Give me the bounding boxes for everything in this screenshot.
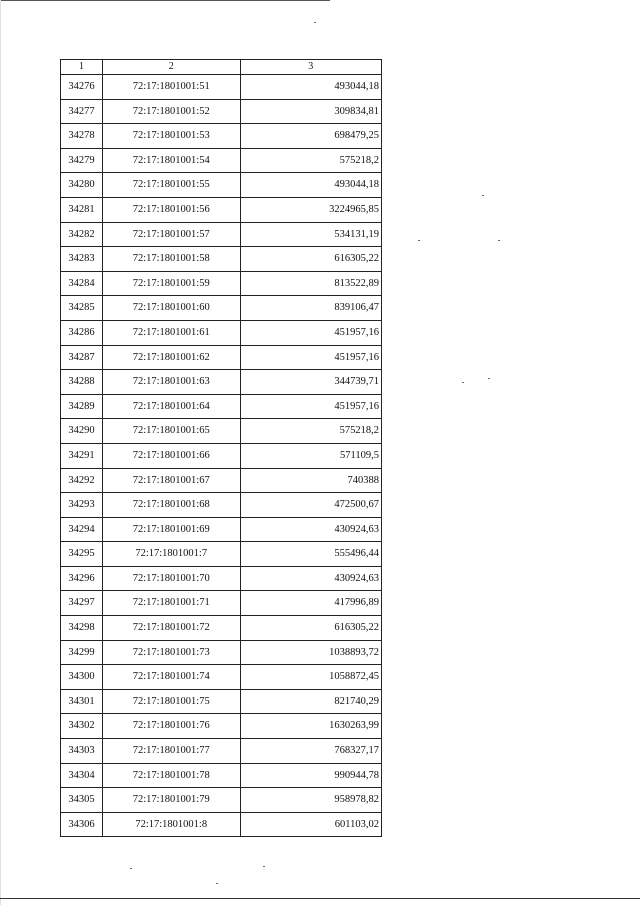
cadastral-value: 740388 bbox=[240, 468, 381, 493]
table-row bbox=[61, 542, 382, 567]
cadastral-value: 990944,78 bbox=[240, 763, 381, 788]
cadastral-value: 1630263,99 bbox=[240, 714, 381, 739]
table-row bbox=[61, 788, 382, 813]
cadastral-number: 72:17:1801001:74 bbox=[102, 665, 240, 690]
scan-speck bbox=[498, 240, 500, 241]
row-number: 34288 bbox=[61, 370, 103, 395]
row-number: 34300 bbox=[61, 665, 103, 690]
row-number: 34278 bbox=[61, 124, 103, 149]
bottom-edge-rule bbox=[0, 898, 640, 899]
cadastral-number: 72:17:1801001:52 bbox=[102, 99, 240, 124]
table-row bbox=[61, 197, 382, 222]
cadastral-value: 472500,67 bbox=[240, 493, 381, 518]
table-row bbox=[61, 419, 382, 444]
cadastral-number: 72:17:1801001:7 bbox=[102, 542, 240, 567]
table-row bbox=[61, 320, 382, 345]
row-number: 34306 bbox=[61, 812, 103, 837]
row-number: 34276 bbox=[61, 75, 103, 100]
cadastral-value: 430924,63 bbox=[240, 517, 381, 542]
row-number: 34277 bbox=[61, 99, 103, 124]
cadastral-number: 72:17:1801001:58 bbox=[102, 247, 240, 272]
table-row bbox=[61, 689, 382, 714]
cadastral-value: 493044,18 bbox=[240, 173, 381, 198]
cadastral-number: 72:17:1801001:76 bbox=[102, 714, 240, 739]
scan-speck bbox=[130, 868, 132, 869]
row-number: 34284 bbox=[61, 271, 103, 296]
table-row bbox=[61, 591, 382, 616]
cadastral-value: 534131,19 bbox=[240, 222, 381, 247]
table-row bbox=[61, 173, 382, 198]
row-number: 34304 bbox=[61, 763, 103, 788]
cadastral-number: 72:17:1801001:63 bbox=[102, 370, 240, 395]
cadastral-number: 72:17:1801001:78 bbox=[102, 763, 240, 788]
cadastral-number: 72:17:1801001:62 bbox=[102, 345, 240, 370]
cadastral-value: 344739,71 bbox=[240, 370, 381, 395]
table-row bbox=[61, 247, 382, 272]
row-number: 34281 bbox=[61, 197, 103, 222]
scan-speck bbox=[263, 866, 265, 867]
scan-speck bbox=[488, 378, 490, 379]
table-row bbox=[61, 222, 382, 247]
column-header-2: 2 bbox=[102, 60, 240, 75]
scan-speck bbox=[418, 240, 420, 241]
cadastral-value: 1038893,72 bbox=[240, 640, 381, 665]
row-number: 34293 bbox=[61, 493, 103, 518]
table-row bbox=[61, 345, 382, 370]
column-header-1: 1 bbox=[61, 60, 103, 75]
cadastral-number: 72:17:1801001:61 bbox=[102, 320, 240, 345]
cadastral-value: 601103,02 bbox=[240, 812, 381, 837]
table-row bbox=[61, 148, 382, 173]
table-row bbox=[61, 468, 382, 493]
table-row bbox=[61, 75, 382, 100]
row-number: 34298 bbox=[61, 616, 103, 641]
row-number: 34305 bbox=[61, 788, 103, 813]
row-number: 34303 bbox=[61, 739, 103, 764]
row-number: 34285 bbox=[61, 296, 103, 321]
table-row bbox=[61, 443, 382, 468]
row-number: 34299 bbox=[61, 640, 103, 665]
row-number: 34292 bbox=[61, 468, 103, 493]
cadastral-value: 493044,18 bbox=[240, 75, 381, 100]
table-row bbox=[61, 271, 382, 296]
cadastral-value-table bbox=[60, 59, 382, 837]
cadastral-value: 1058872,45 bbox=[240, 665, 381, 690]
table-body bbox=[61, 75, 382, 837]
cadastral-number: 72:17:1801001:71 bbox=[102, 591, 240, 616]
cadastral-value: 958978,82 bbox=[240, 788, 381, 813]
cadastral-value: 575218,2 bbox=[240, 148, 381, 173]
cadastral-number: 72:17:1801001:65 bbox=[102, 419, 240, 444]
row-number: 34302 bbox=[61, 714, 103, 739]
scan-speck bbox=[216, 883, 218, 884]
row-number: 34294 bbox=[61, 517, 103, 542]
table-row bbox=[61, 812, 382, 837]
cadastral-number: 72:17:1801001:54 bbox=[102, 148, 240, 173]
cadastral-number: 72:17:1801001:8 bbox=[102, 812, 240, 837]
row-number: 34286 bbox=[61, 320, 103, 345]
cadastral-value: 616305,22 bbox=[240, 616, 381, 641]
row-number: 34296 bbox=[61, 566, 103, 591]
table-row bbox=[61, 665, 382, 690]
cadastral-number: 72:17:1801001:72 bbox=[102, 616, 240, 641]
row-number: 34279 bbox=[61, 148, 103, 173]
table-row bbox=[61, 640, 382, 665]
cadastral-number: 72:17:1801001:77 bbox=[102, 739, 240, 764]
cadastral-value: 309834,81 bbox=[240, 99, 381, 124]
table-row bbox=[61, 124, 382, 149]
row-number: 34295 bbox=[61, 542, 103, 567]
table-row bbox=[61, 763, 382, 788]
cadastral-number: 72:17:1801001:56 bbox=[102, 197, 240, 222]
table-row bbox=[61, 370, 382, 395]
cadastral-value: 3224965,85 bbox=[240, 197, 381, 222]
cadastral-value: 821740,29 bbox=[240, 689, 381, 714]
cadastral-value: 698479,25 bbox=[240, 124, 381, 149]
top-edge-rule bbox=[0, 0, 330, 1]
scan-speck bbox=[314, 22, 316, 23]
table-row bbox=[61, 99, 382, 124]
cadastral-value: 451957,16 bbox=[240, 320, 381, 345]
cadastral-value: 768327,17 bbox=[240, 739, 381, 764]
cadastral-number: 72:17:1801001:68 bbox=[102, 493, 240, 518]
cadastral-number: 72:17:1801001:67 bbox=[102, 468, 240, 493]
row-number: 34282 bbox=[61, 222, 103, 247]
cadastral-number: 72:17:1801001:59 bbox=[102, 271, 240, 296]
cadastral-number: 72:17:1801001:53 bbox=[102, 124, 240, 149]
table-row bbox=[61, 616, 382, 641]
cadastral-number: 72:17:1801001:57 bbox=[102, 222, 240, 247]
table-row bbox=[61, 493, 382, 518]
row-number: 34291 bbox=[61, 443, 103, 468]
row-number: 34280 bbox=[61, 173, 103, 198]
cadastral-value: 451957,16 bbox=[240, 345, 381, 370]
cadastral-number: 72:17:1801001:64 bbox=[102, 394, 240, 419]
cadastral-value: 451957,16 bbox=[240, 394, 381, 419]
cadastral-value: 430924,63 bbox=[240, 566, 381, 591]
table-row bbox=[61, 394, 382, 419]
cadastral-number: 72:17:1801001:51 bbox=[102, 75, 240, 100]
header-row bbox=[61, 60, 382, 75]
cadastral-number: 72:17:1801001:70 bbox=[102, 566, 240, 591]
row-number: 34301 bbox=[61, 689, 103, 714]
table-row bbox=[61, 714, 382, 739]
cadastral-number: 72:17:1801001:55 bbox=[102, 173, 240, 198]
cadastral-value: 417996,89 bbox=[240, 591, 381, 616]
cadastral-value: 839106,47 bbox=[240, 296, 381, 321]
cadastral-value: 813522,89 bbox=[240, 271, 381, 296]
cadastral-number: 72:17:1801001:60 bbox=[102, 296, 240, 321]
cadastral-value: 575218,2 bbox=[240, 419, 381, 444]
cadastral-number: 72:17:1801001:69 bbox=[102, 517, 240, 542]
table-row bbox=[61, 739, 382, 764]
cadastral-number: 72:17:1801001:75 bbox=[102, 689, 240, 714]
cadastral-value: 571109,5 bbox=[240, 443, 381, 468]
table-row bbox=[61, 296, 382, 321]
row-number: 34287 bbox=[61, 345, 103, 370]
cadastral-number: 72:17:1801001:66 bbox=[102, 443, 240, 468]
left-edge-shadow bbox=[0, 0, 1, 905]
table-row bbox=[61, 517, 382, 542]
row-number: 34297 bbox=[61, 591, 103, 616]
scan-speck bbox=[482, 195, 484, 196]
cadastral-number: 72:17:1801001:79 bbox=[102, 788, 240, 813]
row-number: 34290 bbox=[61, 419, 103, 444]
row-number: 34283 bbox=[61, 247, 103, 272]
cadastral-value: 616305,22 bbox=[240, 247, 381, 272]
row-number: 34289 bbox=[61, 394, 103, 419]
scan-speck bbox=[462, 382, 464, 383]
table-row bbox=[61, 566, 382, 591]
column-header-3: 3 bbox=[240, 60, 381, 75]
cadastral-number: 72:17:1801001:73 bbox=[102, 640, 240, 665]
cadastral-value: 555496,44 bbox=[240, 542, 381, 567]
